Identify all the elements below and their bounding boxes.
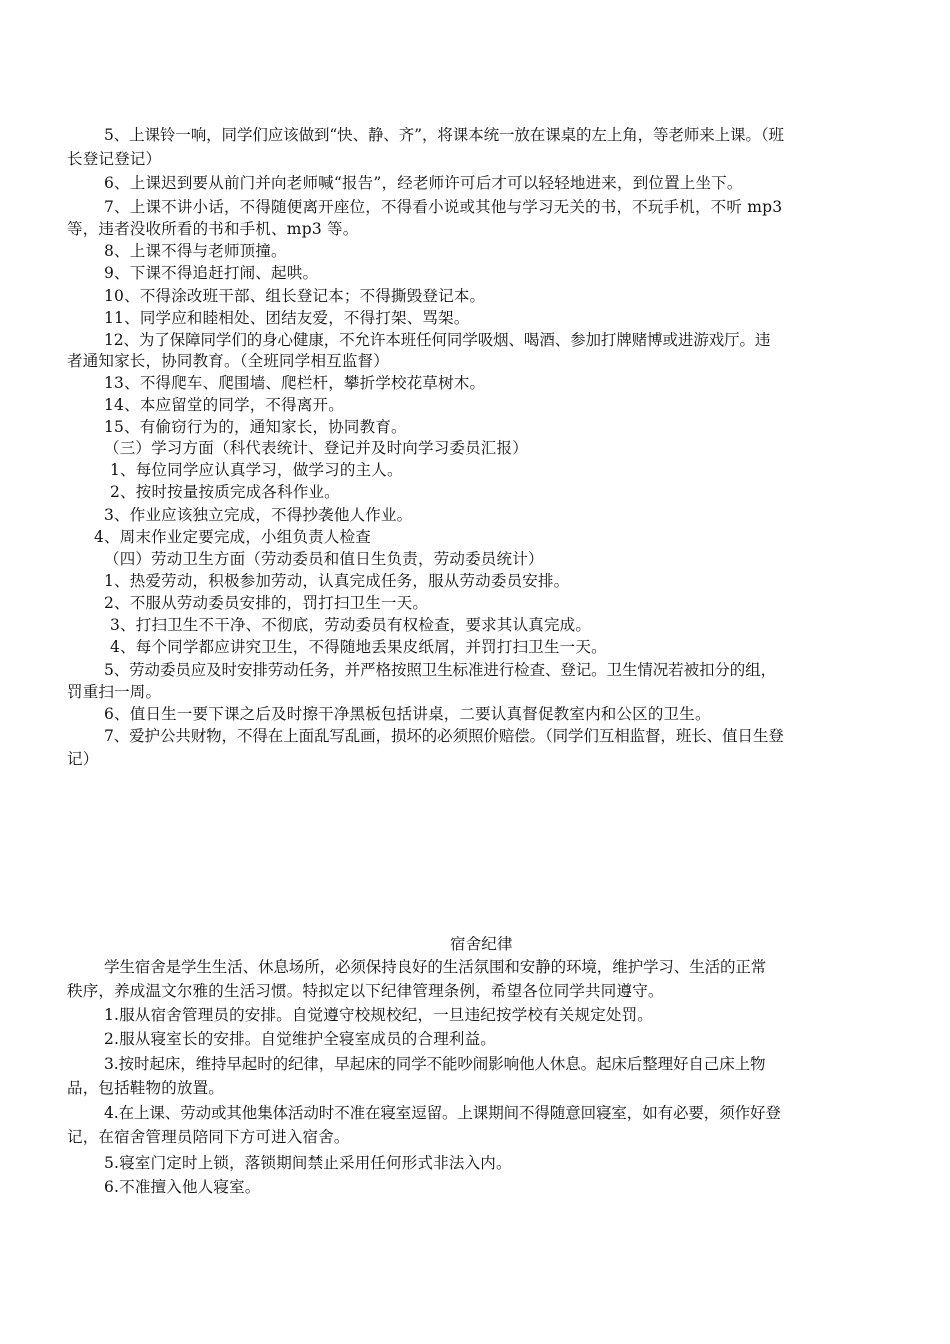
rule-line: 6、值日生一要下课之后及时擦干净黑板包括讲桌，二要认真督促教室内和公区的卫生。 [104, 705, 711, 723]
rule-line: 15、有偷窃行为的，通知家长，协同教育。 [104, 418, 407, 436]
rule-line: 4、每个同学都应讲究卫生，不得随地丢果皮纸屑，并罚打扫卫生一天。 [110, 638, 607, 656]
rule-line: 11、同学应和睦相处、团结友爱，不得打架、骂架。 [104, 309, 470, 327]
rule-line: 9、下课不得追赶打闹、起哄。 [104, 264, 319, 282]
rule-line: 罚重扫一周。 [67, 683, 162, 701]
rule-line: 者通知家长，协同教育。（全班同学相互监督） [67, 352, 389, 370]
rule-line: 7、爱护公共财物，不得在上面乱写乱画，损坏的必须照价赔偿。（同学们互相监督，班长、值日生登 [104, 727, 784, 745]
rule-line: 10、不得涂改班干部、组长登记本；不得撕毁登记本。 [104, 287, 486, 305]
rule-line: 1.服从宿舍管理员的安排。自觉遵守校规校纪，一旦违纪按学校有关规定处罚。 [104, 1006, 653, 1024]
rule-line: 2.服从寝室长的安排。自觉维护全寝室成员的合理利益。 [104, 1030, 496, 1048]
rule-line: 2、不服从劳动委员安排的，罚打扫卫生一天。 [104, 594, 429, 612]
subsection-heading: （三）学习方面（科代表统计、登记并及时向学习委员汇报） [104, 439, 528, 457]
rule-line: 5.寝室门定时上锁，落锁期间禁止采用任何形式非法入内。 [104, 1154, 512, 1172]
rule-line: 4、周末作业定要完成，小组负责人检查 [94, 528, 371, 546]
rule-line: 5、上课铃一响，同学们应该做到“快、静、齐”，将课本统一放在课桌的左上角，等老师来上课。（班 [104, 126, 784, 144]
rule-line: 2、按时按量按质完成各科作业。 [110, 483, 340, 501]
rule-line: 4.在上课、劳动或其他集体活动时不准在寝室逗留。上课期间不得随意回寝室，如有必要，须作好登 [104, 1104, 781, 1122]
rule-line: 学生宿舍是学生生活、休息场所，必须保持良好的生活氛围和安静的环境，维护学习、生活的正常 [104, 958, 767, 976]
rule-line: 3.按时起床，维持早起时的纪律，早起床的同学不能吵闹影响他人休息。起床后整理好自己床上物 [104, 1055, 766, 1073]
rule-line: 记，在宿舍管理员陪同下方可进入宿舍。 [67, 1128, 350, 1146]
rule-line: 秩序，养成温文尔雅的生活习惯。特拟定以下纪律管理条例，希望各位同学共同遵守。 [67, 982, 664, 1000]
rule-line: 6.不准擅入他人寝室。 [104, 1178, 261, 1196]
rule-line: 1、热爱劳动，积极参加劳动，认真完成任务，服从劳动委员安排。 [104, 572, 570, 590]
rule-line: 品，包括鞋物的放置。 [67, 1079, 225, 1097]
rule-line: 7、上课不讲小话，不得随便离开座位，不得看小说或其他与学习无关的书，不玩手机，不听 mp3 [104, 198, 783, 216]
rule-line: 记） [67, 750, 99, 768]
section-title: 宿舍纪律 [450, 935, 513, 953]
rule-line: 等，违者没收所看的书和手机、mp3 等。 [67, 220, 359, 238]
rule-line: 1、每位同学应认真学习，做学习的主人。 [110, 461, 403, 479]
rule-line: 12、为了保障同学们的身心健康，不允许本班任何同学吸烟、喝酒、参加打牌赌博或进游戏厅。违 [104, 331, 771, 349]
rule-line: 14、本应留堂的同学，不得离开。 [104, 396, 344, 414]
rule-line: 3、打扫卫生不干净、不彻底，劳动委员有权检查，要求其认真完成。 [110, 616, 592, 634]
rule-line: 3、作业应该独立完成，不得抄袭他人作业。 [104, 506, 413, 524]
rule-line: 13、不得爬车、爬围墙、爬栏杆，攀折学校花草树木。 [104, 374, 486, 392]
rule-line: 6、上课迟到要从前门并向老师喊“报告”，经老师许可后才可以轻轻地进来，到位置上坐下。 [104, 174, 743, 192]
rule-line: 5、劳动委员应及时安排劳动任务，并严格按照卫生标准进行检查、登记。卫生情况若被扣分的组， [104, 661, 776, 679]
rule-line: 长登记登记） [67, 150, 162, 168]
rule-line: 8、上课不得与老师顶撞。 [104, 242, 287, 260]
subsection-heading: （四）劳动卫生方面（劳动委员和值日生负责，劳动委员统计） [104, 550, 544, 568]
